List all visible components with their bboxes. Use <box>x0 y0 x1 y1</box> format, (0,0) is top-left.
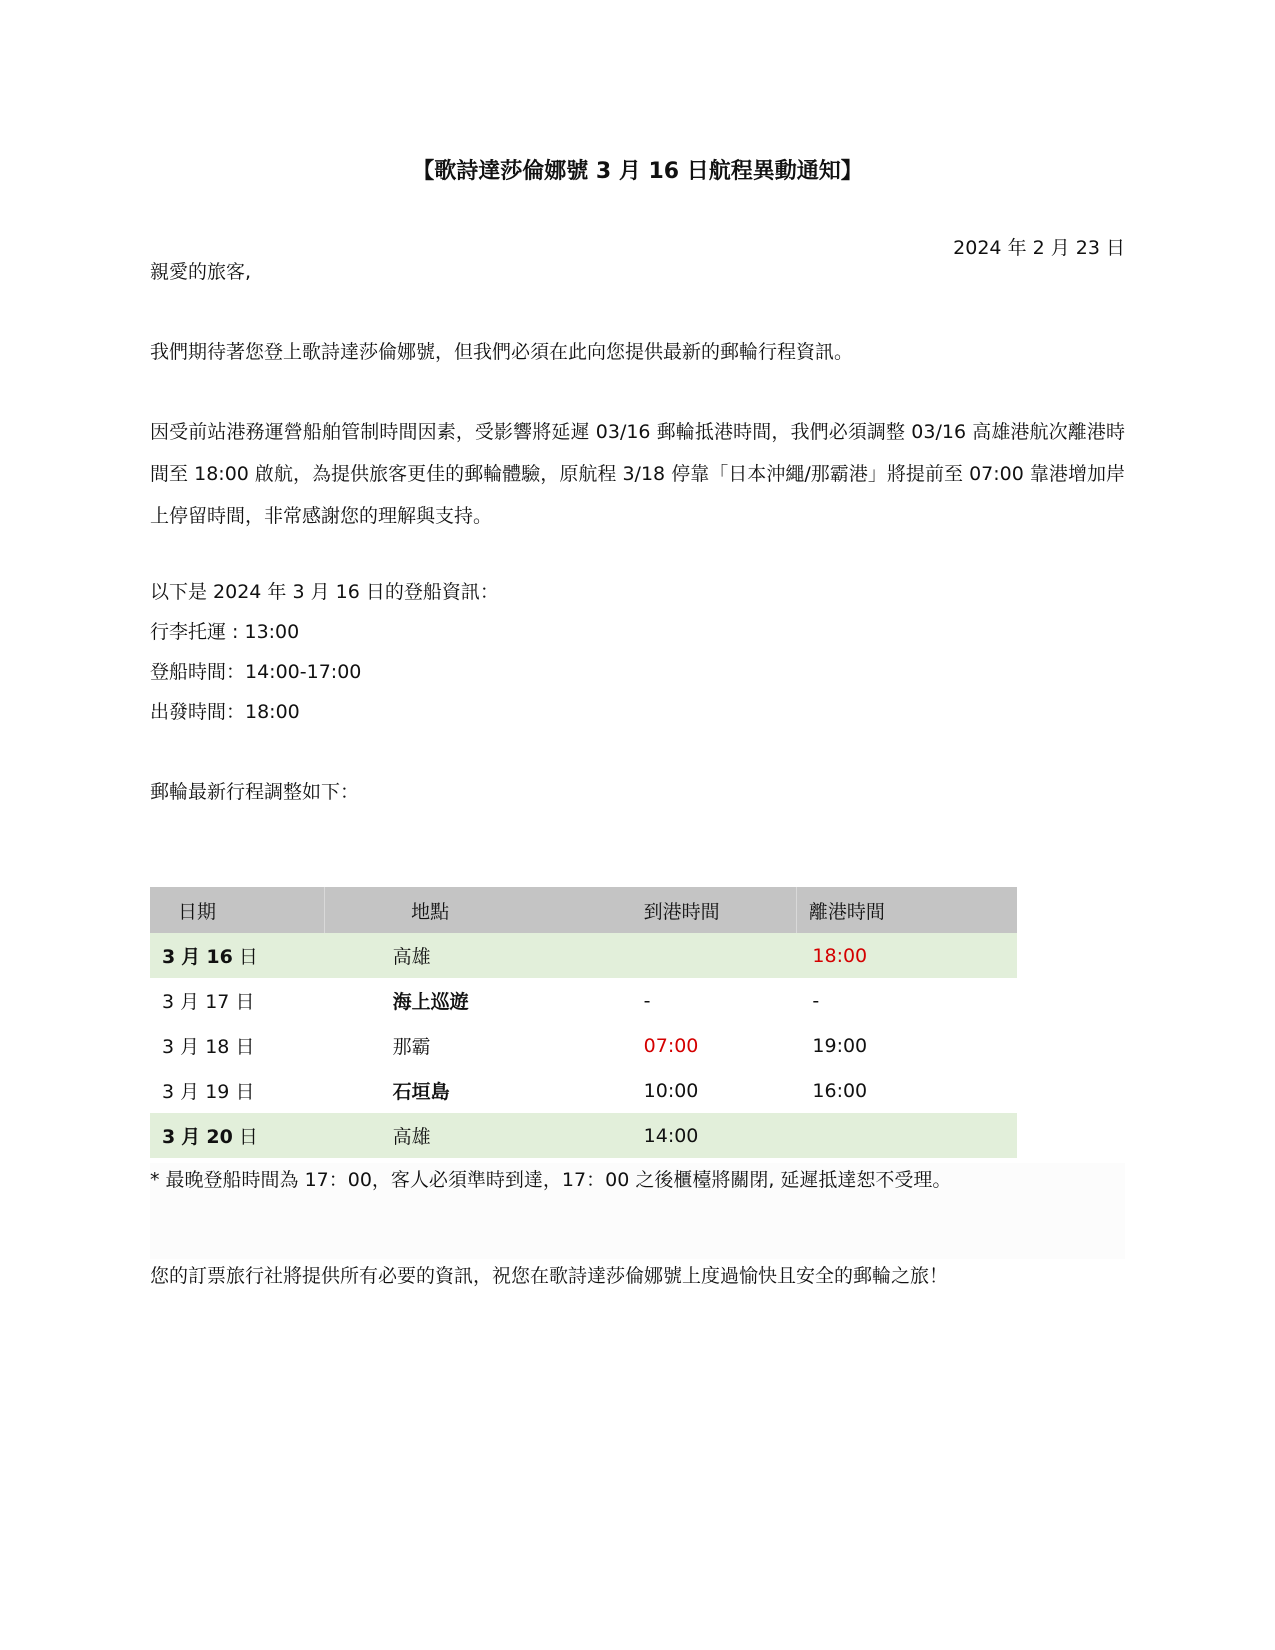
page-title: 【歌詩達莎倫娜號 3 月 16 日航程異動通知】 <box>412 159 863 184</box>
header-depart: 離港時間 <box>796 887 1017 933</box>
row-date <box>150 933 325 978</box>
date-day-char: 日 <box>235 1036 255 1058</box>
date-month-num: 3 <box>162 1081 175 1103</box>
row-arrive: 10:00 <box>643 1079 699 1102</box>
table-row <box>150 1068 1017 1113</box>
date-day-num: 17 <box>205 991 230 1013</box>
row-depart: - <box>812 989 820 1012</box>
letter-date: 2024 年 2 月 23 日 <box>953 237 1125 259</box>
row-depart: 19:00 <box>812 1034 868 1057</box>
date-day-char: 日 <box>238 946 258 968</box>
date-month-num: 3 <box>162 1126 176 1148</box>
date-month-char: 月 <box>180 991 200 1013</box>
greeting: 親愛的旅客, <box>150 261 252 283</box>
date-month-num: 3 <box>162 1036 175 1058</box>
date-day-char: 日 <box>238 1126 258 1148</box>
row-date <box>150 1113 325 1158</box>
boarding-time: 登船時間：14:00-17:00 <box>150 661 362 683</box>
footnote: * 最晚登船時間為 17：00，客人必須準時到達，17：00 之後櫃檯將關閉, 延遲抵達恕不受理。 <box>150 1169 952 1191</box>
table-row <box>150 978 1017 1023</box>
header-date: 日期 <box>150 887 325 933</box>
date-day-num: 19 <box>205 1081 230 1103</box>
closing-paragraph: 您的訂票旅行社將提供所有必要的資訊，祝您在歌詩達莎倫娜號上度過愉快且安全的郵輪之旅！ <box>150 1265 949 1287</box>
luggage-time: 行李托運 : 13:00 <box>150 621 300 643</box>
row-depart: 16:00 <box>812 1079 868 1102</box>
date-month-num: 3 <box>162 946 176 968</box>
row-depart <box>796 1113 1017 1158</box>
date-month-num: 3 <box>162 991 175 1013</box>
row-arrive <box>644 933 797 978</box>
table-row <box>150 933 1017 978</box>
header-arrive: 到港時間 <box>644 887 797 933</box>
row-place: 高雄 <box>325 1113 644 1158</box>
row-place: 那霸 <box>392 1036 431 1058</box>
table-row <box>150 1023 1017 1068</box>
date-day-num: 16 <box>206 946 233 968</box>
date-day-char: 日 <box>235 991 255 1013</box>
boarding-heading: 以下是 2024 年 3 月 16 日的登船資訊： <box>150 581 499 603</box>
notice-paragraph: 因受前站港務運營船舶管制時間因素，受影響將延遲 03/16 郵輪抵港時間，我們必須調整 03/16 高雄港航次離港時間至 18:00 啟航，為提供旅客更佳的郵輪體驗，原航程 3/18 停靠「日本沖繩/那霸港」將提前至 07:00 靠港增加岸上停留時間，非常感謝您的理解與支持。 <box>150 421 1125 527</box>
row-arrive: 14:00 <box>644 1113 797 1158</box>
row-date <box>150 978 325 1023</box>
date-month-char: 月 <box>181 1126 201 1148</box>
row-date <box>150 1068 325 1113</box>
departure-time: 出發時間：18:00 <box>150 701 300 723</box>
date-month-char: 月 <box>181 946 201 968</box>
row-depart: 18:00 <box>796 933 1017 978</box>
date-day-num: 20 <box>206 1126 233 1148</box>
date-day-char: 日 <box>235 1081 255 1103</box>
header-place: 地點 <box>325 887 644 933</box>
row-place: 高雄 <box>325 933 644 978</box>
intro-paragraph: 我們期待著您登上歌詩達莎倫娜號，但我們必須在此向您提供最新的郵輪行程資訊。 <box>150 341 854 363</box>
row-arrive: 07:00 <box>643 1034 699 1057</box>
date-month-char: 月 <box>180 1036 200 1058</box>
itinerary-table <box>150 887 1017 1158</box>
table-header-row <box>150 887 1017 933</box>
row-arrive: - <box>643 989 651 1012</box>
date-day-num: 18 <box>205 1036 230 1058</box>
row-date <box>150 1023 325 1068</box>
table-row <box>150 1113 1017 1158</box>
row-place: 海上巡遊 <box>392 991 469 1013</box>
schedule-heading: 郵輪最新行程調整如下： <box>150 781 360 803</box>
date-month-char: 月 <box>180 1081 200 1103</box>
row-place: 石垣島 <box>392 1081 450 1103</box>
